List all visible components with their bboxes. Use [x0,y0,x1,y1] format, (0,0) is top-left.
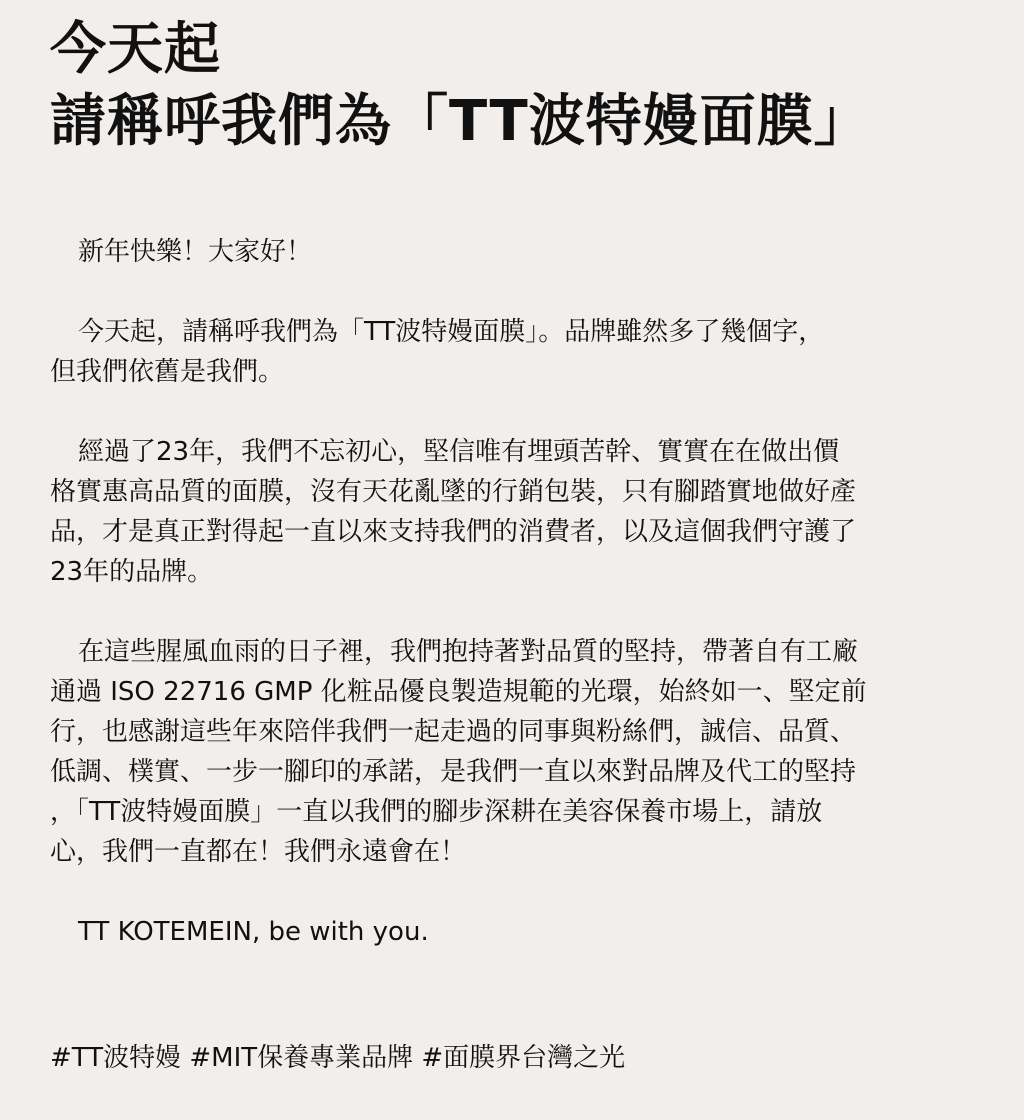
announcement-body [50,232,950,952]
text-line: 在這些腥風血雨的日子裡，我們抱持著對品質的堅持，帶著自有工廠 [78,637,859,667]
text-line: 今天起，請稱呼我們為「TT波特嫚面膜」。品牌雖然多了幾個字， [78,317,825,347]
hashtags: #TT波特嫚 #MIT保養專業品牌 #面膜界台灣之光 [50,1043,626,1073]
text-line: 品，才是真正對得起一直以來支持我們的消費者，以及這個我們守護了 [50,517,857,547]
text-line: ，「TT波特嫚面膜」一直以我們的腳步深耕在美容保養市場上，請放 [50,797,823,827]
headline [50,14,976,158]
paragraph-history [50,432,950,592]
headline-line-2: 請稱呼我們為「TT波特嫚面膜」 [50,89,871,154]
text-line: 但我們依舊是我們。 [50,357,285,387]
paragraph-commitment [50,632,950,872]
text-line: TT KOTEMEIN, be with you. [78,917,429,947]
paragraph-rename [50,312,950,392]
text-line: 通過 ISO 22716 GMP 化粧品優良製造規範的光環，始終如一、堅定前 [50,677,867,707]
paragraph-signoff [50,912,950,952]
text-line: 低調、樸實、一步一腳印的承諾，是我們一直以來對品牌及代工的堅持 [50,757,857,787]
paragraph-greeting [50,232,950,272]
text-line: 23年的品牌。 [50,557,214,587]
text-line: 格實惠高品質的面膜，沒有天花亂墜的行銷包裝，只有腳踏實地做好產 [50,477,857,507]
text-line: 行，也感謝這些年來陪伴我們一起走過的同事與粉絲們，誠信、品質、 [50,717,857,747]
text-line: 新年快樂！大家好！ [78,237,313,267]
text-line: 經過了23年，我們不忘初心，堅信唯有埋頭苦幹、實實在在做出價 [78,437,840,467]
headline-line-1: 今天起 [50,17,221,82]
text-line: 心，我們一直都在！我們永遠會在！ [50,837,467,867]
